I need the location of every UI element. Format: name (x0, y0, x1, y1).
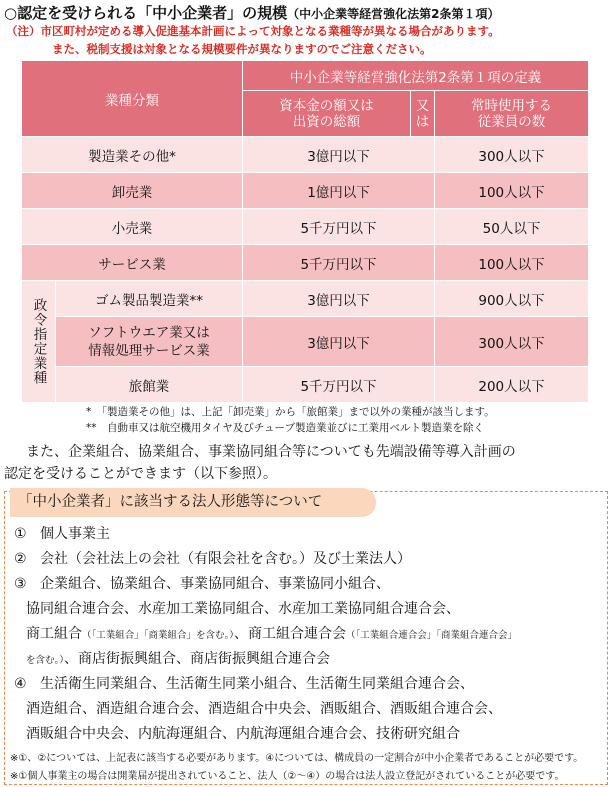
cell-capital: 3億円以下 (243, 137, 435, 173)
box-note-2: ※①個人事業主の場合は開業届が提出されていること、法人（②～④）の場合は法人設立登記がされていることが必要です。 (10, 771, 565, 782)
table-row (22, 137, 589, 173)
header-industry: 業種分類 (22, 61, 243, 137)
cell-capital: 5千万円以下 (243, 245, 435, 281)
cell-employees: 300人以下 (435, 137, 589, 173)
table-row (22, 245, 589, 281)
table-row (22, 173, 589, 209)
list-item: ④ 生活衛生同業組合、生活衛生同業小組合、生活衛生同業組合連合会、 (14, 676, 474, 692)
table-row (22, 317, 589, 367)
header-definition: 中小企業等経営強化法第2条第１項の定義 (243, 61, 589, 91)
cell-industry: ソフトウエア業又は 情報処理サービス業 (56, 317, 243, 367)
list-item-cont: を含む。）、商店街振興組合、商店街振興組合連合会 (26, 651, 331, 667)
header-capital: 資本金の額又は 出資の総額 (243, 91, 411, 137)
cell-employees: 900人以下 (435, 281, 589, 317)
title-main: ○認定を受けられる「中小企業者」の規模 (4, 4, 288, 22)
list-item: ① 個人事業主 (14, 526, 110, 542)
side-label-designated: 政令指定業種 (22, 281, 56, 403)
table-footnote-2: ** 自動車又は航空機用タイヤ及びチューブ製造業並びに工業用ベルト製造業を除く (86, 422, 484, 434)
header-employees: 常時使用する 従業員の数 (435, 91, 589, 137)
table-row (22, 209, 589, 245)
table-footnote-1: * 「製造業その他」は、上記「卸売業」から「旅館業」まで以外の業種が該当します。 (86, 406, 495, 418)
list-item-cont: 商工組合（「工業組合」「商業組合」を含む。）、商工組合連合会（「工業組合連合会」「商業組合連合会」 (26, 626, 518, 642)
cell-industry: 小売業 (22, 209, 243, 245)
paragraph-line-1: また、企業組合、協業組合、事業協同組合等についても先端設備等導入計画の (26, 444, 516, 460)
table-row (22, 367, 589, 403)
cell-industry: 卸売業 (22, 173, 243, 209)
cell-employees: 100人以下 (435, 245, 589, 281)
paragraph-line-2: 認定を受けることができます（以下参照）。 (4, 466, 277, 482)
cell-capital: 3億円以下 (243, 281, 435, 317)
list-item: ③ 企業組合、協業組合、事業協同組合、事業協同小組合、 (14, 576, 390, 592)
list-item-cont: 協同組合連合会、水産加工業協同組合、水産加工業協同組合連合会、 (26, 601, 460, 617)
cell-employees: 50人以下 (435, 209, 589, 245)
cell-employees: 100人以下 (435, 173, 589, 209)
list-item: ② 会社（会社法上の会社（有限会社を含む。）及び士業法人） (14, 551, 411, 567)
cell-capital: 1億円以下 (243, 173, 435, 209)
list-item-cont: 酒販組合中央会、内航海運組合、内航海運組合連合会、技術研究組合 (26, 726, 460, 742)
cell-industry: ゴム製品製造業** (56, 281, 243, 317)
cell-industry: 旅館業 (56, 367, 243, 403)
page-title (4, 2, 499, 23)
scale-table (21, 60, 589, 403)
table-row (22, 281, 589, 317)
box-note-1: ※①、②については、上記表に該当する必要があります。④については、構成員の一定割合が中小企業者であることが必要です。 (10, 753, 584, 764)
cell-employees: 300人以下 (435, 317, 589, 367)
cell-capital: 5千万円以下 (243, 367, 435, 403)
title-sub: （中小企業等経営強化法第2条第１項） (287, 7, 500, 21)
note-line-1: （注）市区町村が定める導入促進基本計画によって対象となる業種等が異なる場合があります。 (6, 24, 500, 38)
cell-capital: 5千万円以下 (243, 209, 435, 245)
note-line-2: また、税制支援は対象となる規模要件が異なりますのでご注意ください。 (52, 42, 432, 56)
list-item-cont: 酒造組合、酒造組合連合会、酒造組合中央会、酒販組合、酒販組合連合会、 (26, 701, 502, 717)
cell-employees: 200人以下 (435, 367, 589, 403)
cell-capital: 3億円以下 (243, 317, 435, 367)
cell-industry: サービス業 (22, 245, 243, 281)
header-or: 又は (411, 91, 435, 137)
cell-industry: 製造業その他* (22, 137, 243, 173)
box-title: 「中小企業者」に該当する法人形態等について (10, 488, 376, 517)
